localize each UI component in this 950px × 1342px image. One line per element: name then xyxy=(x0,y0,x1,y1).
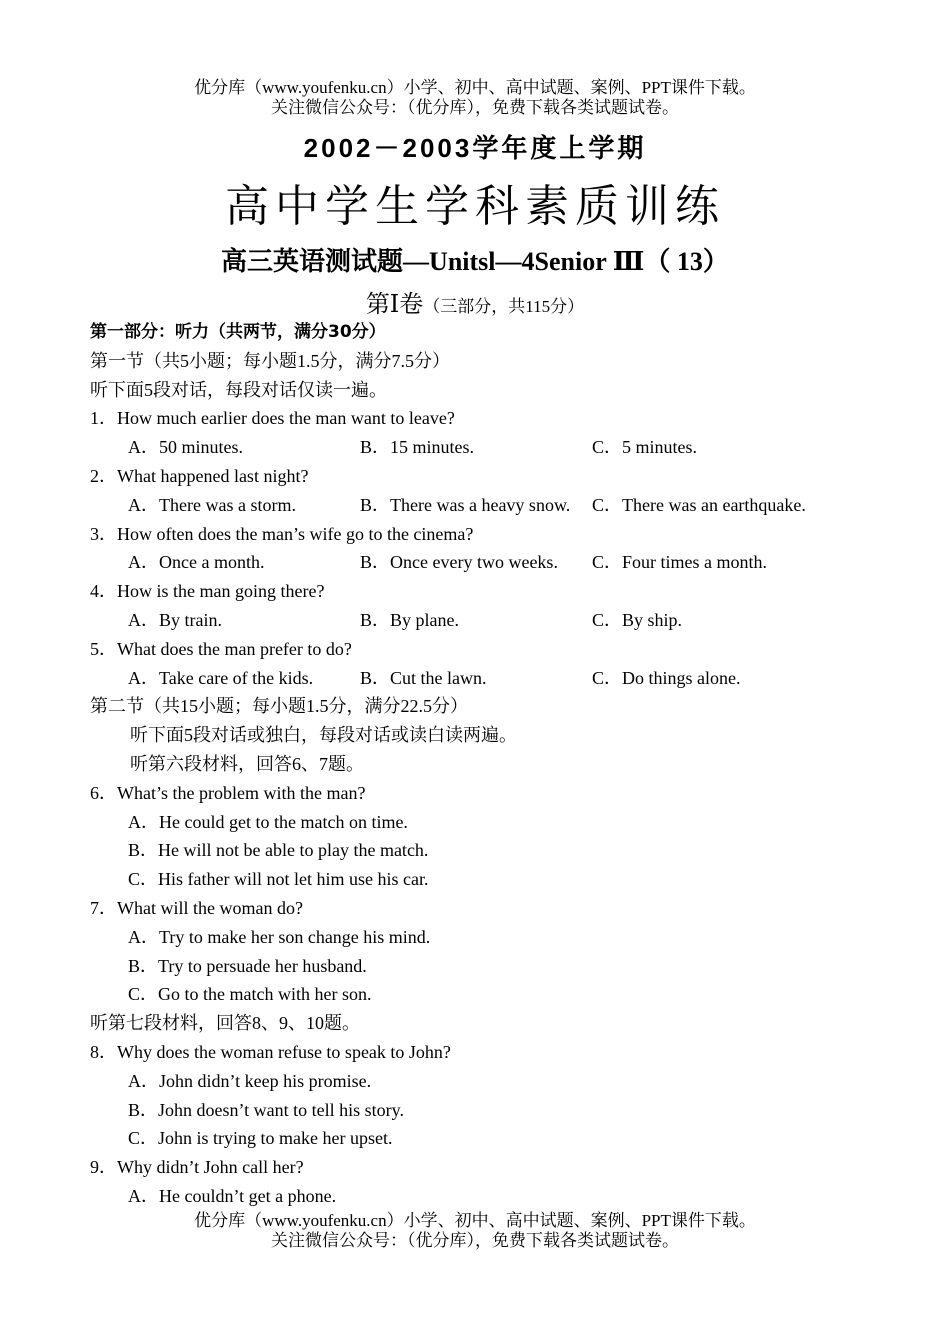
option-b: B．Once every two weeks. xyxy=(360,552,558,573)
option-a: A．Try to make her son change his mind. xyxy=(128,926,431,947)
option-b: B．He will not be able to play the match. xyxy=(128,840,429,861)
option-a: A．There was a storm. xyxy=(128,494,296,515)
term-title: 2002－2003学年度上学期 xyxy=(303,133,647,163)
option-a: A．He could get to the match on time. xyxy=(128,811,408,832)
option-row xyxy=(90,606,930,635)
group-intro: 听第六段材料，回答6、7题。 xyxy=(130,753,364,774)
banner-line-2: 关注微信公众号：（优分库），免费下载各类试题试卷。 xyxy=(271,98,679,117)
question-text: 1．How much earlier does the man want to leave? xyxy=(90,408,455,429)
part-heading: 第一部分：听力（共两节，满分30分） xyxy=(90,322,386,342)
volume-label: 第Ⅰ卷 xyxy=(365,292,424,318)
option-row xyxy=(90,433,930,462)
group-intro: 听第七段材料，回答8、9、10题。 xyxy=(90,1013,360,1034)
section-instruction: 听下面5段对话，每段对话仅读一遍。 xyxy=(90,379,387,400)
option-a: A．John didn’t keep his promise. xyxy=(128,1070,372,1091)
option-b: B．John doesn’t want to tell his story. xyxy=(128,1099,404,1120)
option-c: C．John is trying to make her upset. xyxy=(128,1128,393,1149)
option-c: C．Do things alone. xyxy=(592,667,741,688)
subject-title: 高三英语测试题—Unitsl—4Senior Ⅲ（ 13） xyxy=(221,247,729,276)
option-c: C．There was an earthquake. xyxy=(592,494,806,515)
option-c: C．Four times a month. xyxy=(592,552,767,573)
question-text: 4．How is the man going there? xyxy=(90,581,325,602)
banner-line-1: 优分库（www.youfenku.cn）小学、初中、高中试题、案例、PPT课件下载。 xyxy=(194,1211,756,1230)
volume-note: （三部分，共115分） xyxy=(423,297,585,316)
option-b: B．15 minutes. xyxy=(360,437,475,458)
option-a: A．Once a month. xyxy=(128,552,265,573)
option-b: B．By plane. xyxy=(360,609,459,630)
question-text: 2．What happened last night? xyxy=(90,465,309,486)
section-instruction: 听下面5段对话或独白，每段对话或读白读两遍。 xyxy=(130,725,517,746)
option-row xyxy=(90,491,930,520)
option-c: C．By ship. xyxy=(592,609,683,630)
bottom-banner xyxy=(0,1211,950,1251)
section-heading: 第二节（共15小题；每小题1.5分，满分22.5分） xyxy=(90,696,468,717)
option-c: C．His father will not let him use his car. xyxy=(128,869,429,890)
option-a: A．He couldn’t get a phone. xyxy=(128,1185,337,1206)
option-a: A．Take care of the kids. xyxy=(128,667,314,688)
banner-line-2: 关注微信公众号：（优分库），免费下载各类试题试卷。 xyxy=(271,1231,679,1250)
option-c: C．5 minutes. xyxy=(592,437,698,458)
option-c: C．Go to the match with her son. xyxy=(128,984,372,1005)
question-text: 8．Why does the woman refuse to speak to John? xyxy=(90,1041,451,1062)
option-b: B．There was a heavy snow. xyxy=(360,494,571,515)
question-text: 5．What does the man prefer to do? xyxy=(90,638,352,659)
banner-line-1: 优分库（www.youfenku.cn）小学、初中、高中试题、案例、PPT课件下载。 xyxy=(194,78,756,97)
option-b: B．Cut the lawn. xyxy=(360,667,487,688)
question-text: 3．How often does the man’s wife go to the cinema? xyxy=(90,523,474,544)
section-heading: 第一节（共5小题；每小题1.5分，满分7.5分） xyxy=(90,350,450,371)
option-a: A．By train. xyxy=(128,609,222,630)
question-text: 7．What will the woman do? xyxy=(90,897,303,918)
option-row xyxy=(90,664,930,693)
exam-body xyxy=(90,318,930,1211)
option-row xyxy=(90,548,930,577)
main-title: 高中学生学科素质训练 xyxy=(225,181,725,232)
top-banner xyxy=(0,78,950,118)
question-text: 9．Why didn’t John call her? xyxy=(90,1157,304,1178)
option-a: A．50 minutes. xyxy=(128,437,243,458)
option-b: B．Try to persuade her husband. xyxy=(128,955,367,976)
question-text: 6．What’s the problem with the man? xyxy=(90,782,366,803)
